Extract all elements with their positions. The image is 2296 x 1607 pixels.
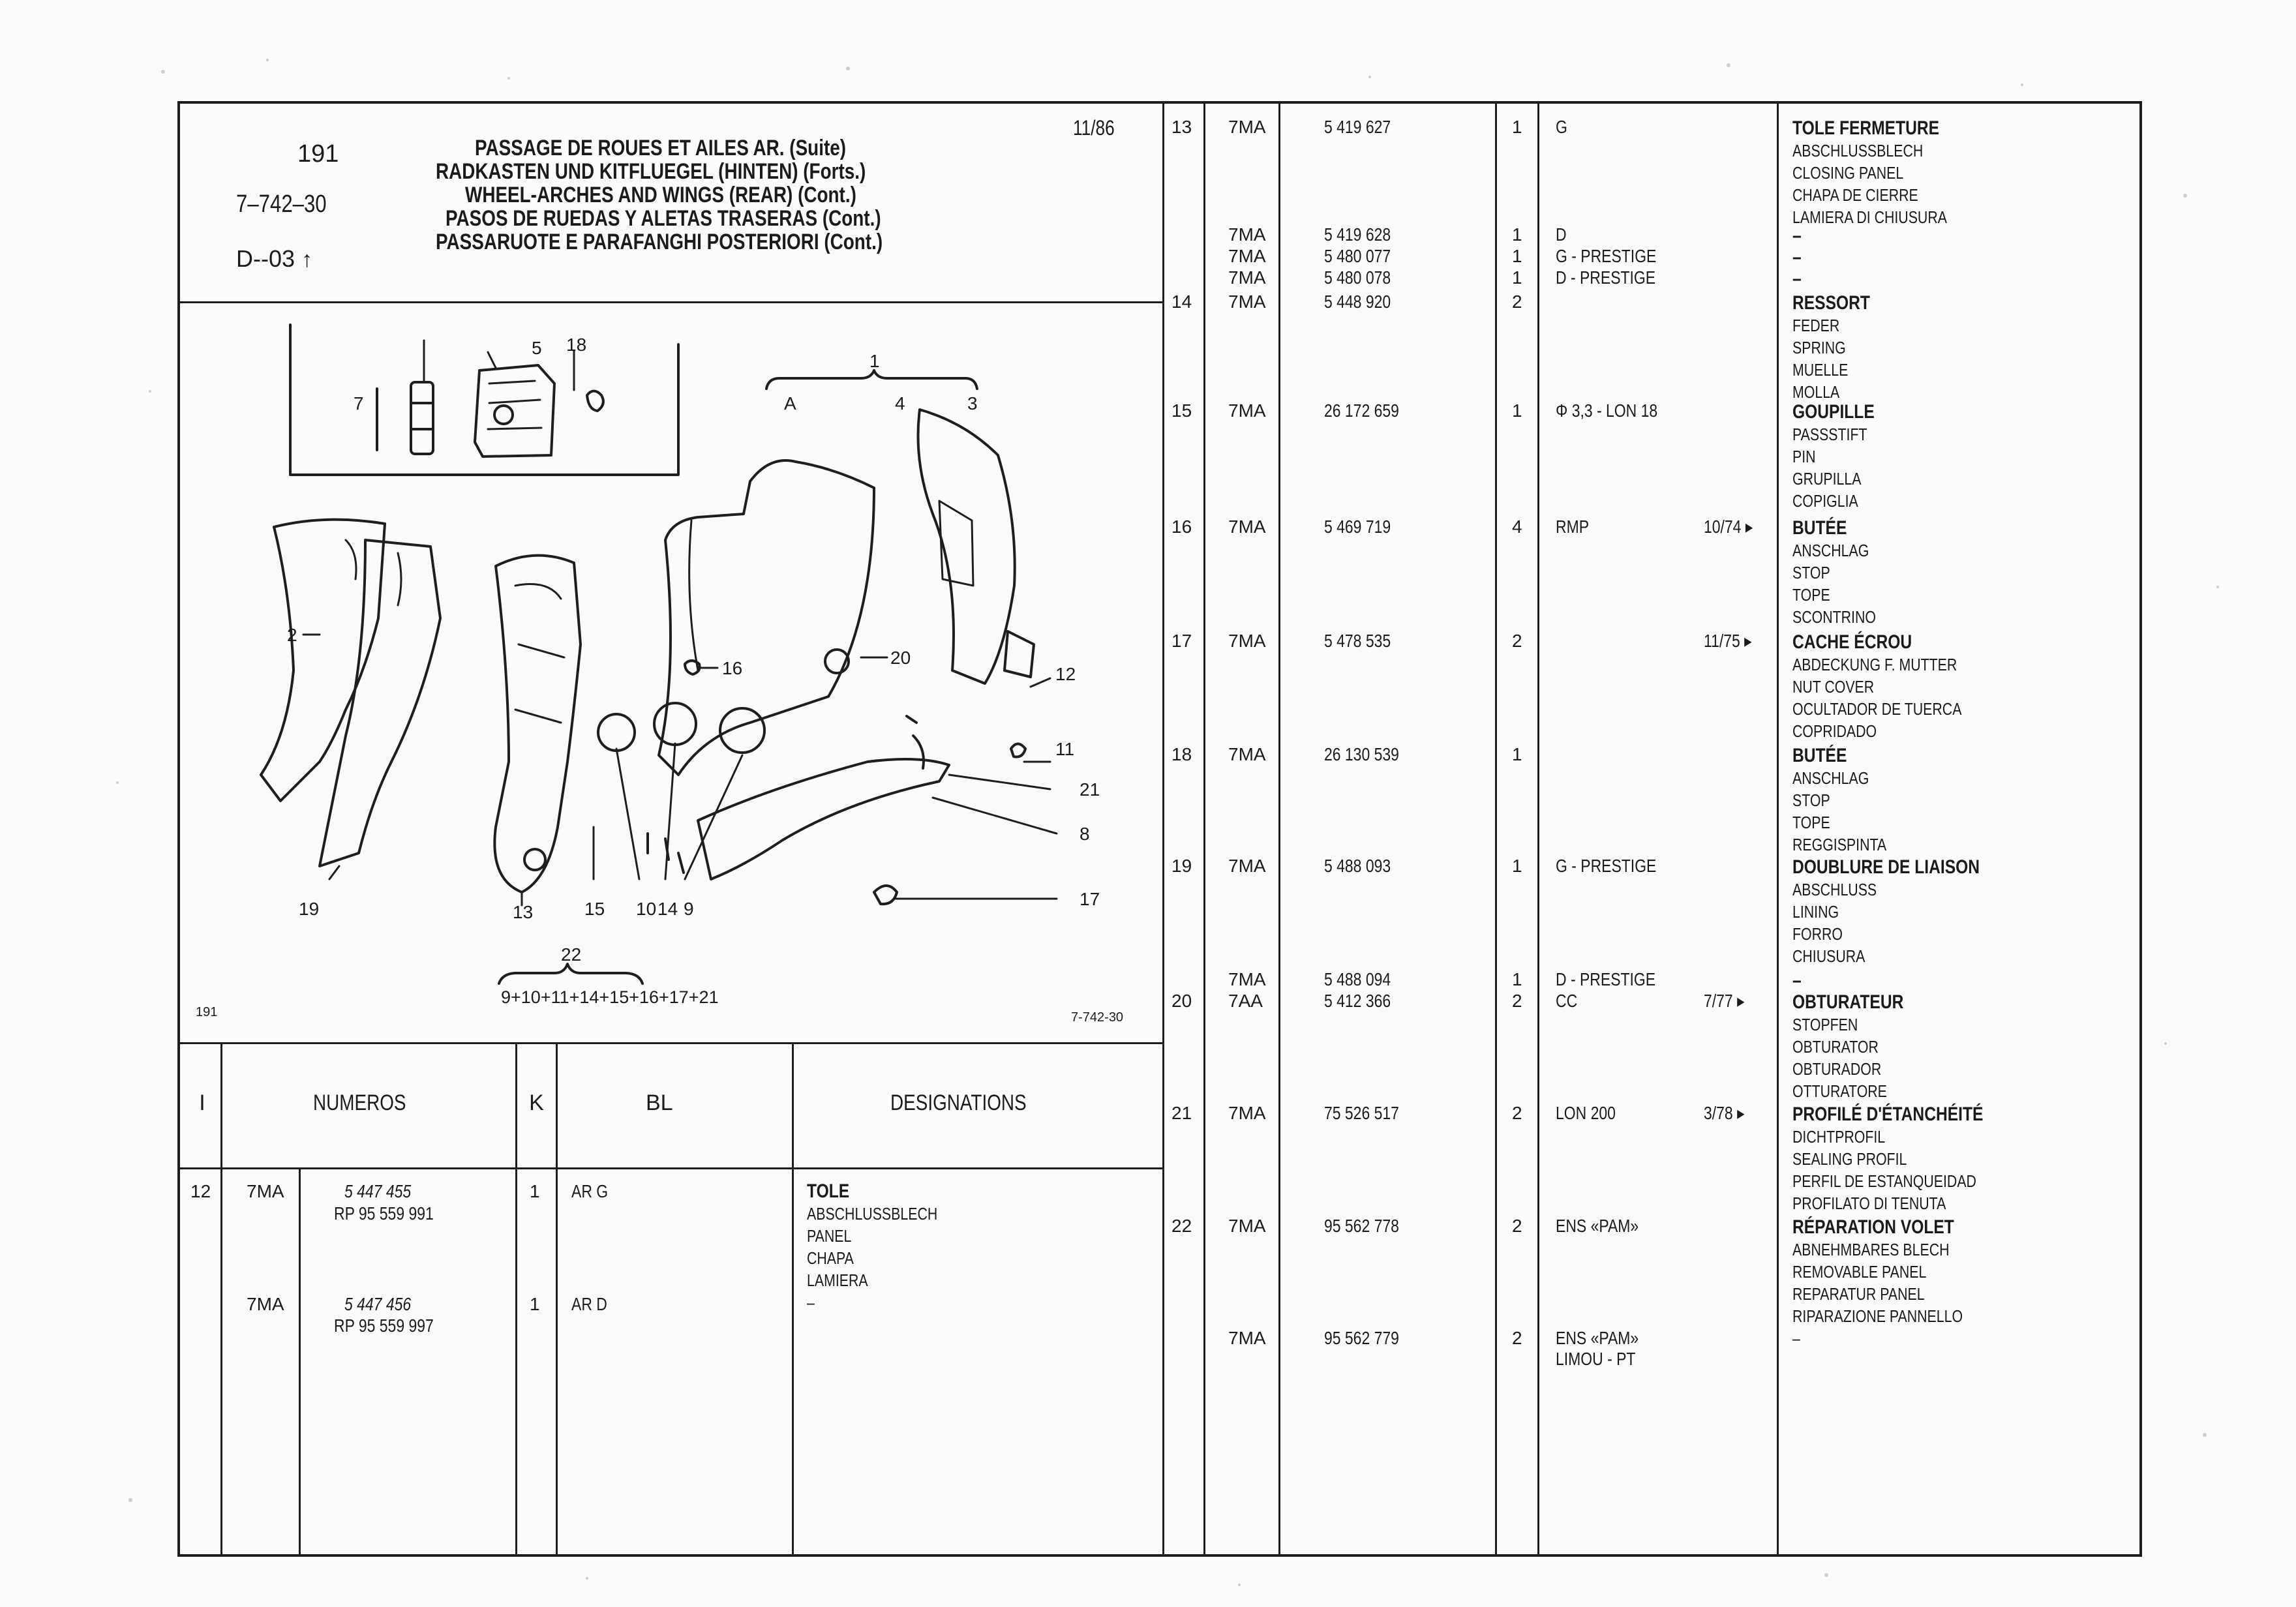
right-row-k: 4 [1512, 517, 1522, 537]
right-row-bl: LON 200 [1556, 1103, 1616, 1123]
right-row-designations [1792, 292, 1870, 403]
designation-line: SEALING PROFIL [1792, 1149, 1907, 1169]
right-row-k: 1 [1512, 856, 1522, 876]
designation-line: – [1792, 225, 1802, 247]
designation-line: COPRIDADO [1792, 721, 1877, 741]
title-de: RADKASTEN UND KITFLUEGEL (HINTEN) (Forts.) [436, 159, 866, 184]
right-row-bl: RMP [1556, 517, 1590, 537]
callout-5: 5 [532, 338, 542, 358]
right-row-index: 14 [1171, 292, 1192, 312]
arch-letter: A [784, 393, 796, 413]
issue-date: 11/86 [1073, 116, 1115, 140]
callout-15: 15 [584, 899, 605, 919]
designation-line: TOLE [807, 1180, 850, 1202]
right-row-number: 75 526 517 [1324, 1103, 1399, 1123]
designation-line: GOUPILLE [1792, 401, 1875, 423]
designation-line: TOPE [1792, 585, 1830, 605]
right-row-number: 5 412 366 [1324, 991, 1391, 1011]
right-row-k: 1 [1512, 969, 1522, 989]
right-row-number: 95 562 778 [1324, 1216, 1399, 1236]
col-header-designations: DESIGNATIONS [890, 1090, 1027, 1115]
right-row-designations [1792, 631, 1961, 742]
right-row-code: 7MA [1228, 246, 1266, 266]
designation-line: OBTURADOR [1792, 1059, 1882, 1079]
right-row-index: 22 [1171, 1216, 1192, 1236]
designation-line: CHAPA DE CIERRE [1792, 185, 1918, 205]
designation-line: PERFIL DE ESTANQUEIDAD [1792, 1171, 1976, 1191]
right-row-k: 2 [1512, 1103, 1522, 1123]
callout-8: 8 [1080, 824, 1090, 844]
designation-line: ANSCHLAG [1792, 768, 1869, 788]
callout-21: 21 [1080, 779, 1100, 800]
designation-line: TOPE [1792, 813, 1830, 832]
left-col-line-2 [299, 1167, 301, 1557]
right-row-code: 7MA [1228, 224, 1266, 245]
right-row-number: 5 480 078 [1324, 267, 1391, 288]
colheader-rule [177, 1167, 1164, 1169]
right-row-k: 2 [1512, 631, 1522, 651]
left-row-0-number: 5 447 455 [344, 1181, 412, 1201]
designation-line: BUTÉE [1792, 517, 1847, 539]
left-col-line-5 [792, 1042, 794, 1557]
right-row-bl-2: LIMOU - PT [1556, 1349, 1636, 1369]
right-row-designations [1792, 247, 1802, 269]
designation-line: ABSCHLUSSBLECH [1792, 141, 1924, 160]
left-row-0-code: 7MA [247, 1181, 284, 1201]
right-row-bl: Φ 3,3 - LON 18 [1556, 400, 1658, 421]
right-row-index: 19 [1171, 856, 1192, 876]
right-row-k: 2 [1512, 1328, 1522, 1348]
col-header-k: K [529, 1090, 544, 1115]
designation-line: ANSCHLAG [1792, 541, 1869, 560]
exploded-diagram [183, 305, 1160, 1040]
diagram-page-label: 191 [196, 1005, 218, 1019]
right-row-code: 7MA [1228, 400, 1266, 421]
right-row-code: 7MA [1228, 117, 1266, 137]
left-row-1-k: 1 [530, 1294, 540, 1314]
callout-14: 14 [657, 899, 678, 919]
right-col-line-4 [1537, 101, 1539, 1557]
right-row-designations [1792, 970, 1802, 992]
callout-19: 19 [299, 899, 320, 919]
right-row-code: 7MA [1228, 517, 1266, 537]
right-row-number: 5 480 077 [1324, 246, 1391, 266]
panel-divider [1162, 101, 1164, 1557]
designation-line: OBTURATOR [1792, 1037, 1879, 1057]
callout-16: 16 [722, 658, 743, 678]
callout-9: 9 [684, 899, 694, 919]
title-block [436, 137, 958, 253]
left-row-0-k: 1 [530, 1181, 540, 1201]
right-row-designations [1792, 117, 1947, 228]
right-row-number: 5 419 628 [1324, 224, 1391, 245]
left-col-line-1 [220, 1042, 222, 1557]
designation-line: – [1792, 1329, 1800, 1348]
left-row-1-code: 7MA [247, 1294, 284, 1314]
section-reference: 7–742–30 [236, 190, 327, 218]
right-row-code: 7AA [1228, 991, 1263, 1011]
designation-line: PASSSTIFT [1792, 425, 1867, 444]
right-row-index: 18 [1171, 744, 1192, 764]
right-row-code: 7MA [1228, 631, 1266, 651]
designation-line: OCULTADOR DE TUERCA [1792, 699, 1962, 719]
designation-line: CHIUSURA [1792, 946, 1865, 966]
right-row-code: 7MA [1228, 744, 1266, 764]
designation-line: MUELLE [1792, 360, 1849, 380]
designation-line: STOP [1792, 790, 1830, 810]
designation-line: RESSORT [1792, 292, 1870, 314]
right-row-number: 26 172 659 [1324, 400, 1399, 421]
header-rule [177, 301, 1164, 303]
designation-line: NUT COVER [1792, 677, 1875, 697]
designation-line: STOP [1792, 563, 1830, 582]
col-header-i: I [199, 1090, 205, 1115]
designation-line: FEDER [1792, 316, 1840, 335]
designation-line: PIN [1792, 447, 1816, 466]
col-header-bl: BL [646, 1090, 673, 1115]
designation-line: COPIGLIA [1792, 491, 1858, 511]
designation-line: – [807, 1293, 815, 1312]
right-row-code: 7MA [1228, 969, 1266, 989]
callout-13: 13 [513, 902, 534, 922]
designation-line: LAMIERA DI CHIUSURA [1792, 207, 1947, 227]
right-row-date: 11/75 ▸ [1704, 631, 1752, 651]
designation-line: ABSCHLUSS [1792, 880, 1877, 899]
right-row-code: 7MA [1228, 292, 1266, 312]
title-es: PASOS DE RUEDAS Y ALETAS TRASERAS (Cont.) [446, 206, 881, 231]
right-row-bl: G - PRESTIGE [1556, 246, 1657, 266]
right-row-k: 2 [1512, 292, 1522, 312]
right-col-line-2 [1278, 101, 1280, 1557]
designation-line: SCONTRINO [1792, 607, 1876, 627]
sub-reference-group [236, 245, 312, 273]
designation-line: MOLLA [1792, 382, 1840, 402]
designation-line: LAMIERA [807, 1270, 868, 1290]
designation-line: OTTURATORE [1792, 1081, 1887, 1101]
left-row-0-designations [807, 1180, 937, 1314]
designation-line: PANEL [807, 1226, 852, 1246]
right-row-index: 21 [1171, 1103, 1192, 1123]
title-fr: PASSAGE DE ROUES ET AILES AR. (Suite) [475, 136, 847, 160]
left-row-1-number: 5 447 456 [344, 1294, 412, 1314]
sub-reference: D--03 [236, 245, 295, 272]
designation-line: DOUBLURE DE LIAISON [1792, 856, 1980, 878]
section-number: 191 [297, 140, 339, 168]
right-row-index: 13 [1171, 117, 1192, 137]
right-row-code: 7MA [1228, 856, 1266, 876]
designation-line: SPRING [1792, 338, 1846, 357]
right-col-line-5 [1777, 101, 1779, 1557]
right-row-bl: CC [1556, 991, 1578, 1011]
right-row-designations [1792, 401, 1875, 512]
left-row-1-rp-number: RP 95 559 997 [334, 1315, 434, 1336]
right-row-k: 1 [1512, 744, 1522, 764]
left-col-line-3 [515, 1042, 517, 1557]
right-row-bl: D - PRESTIGE [1556, 969, 1656, 989]
figure-reference: 7-742-30 [1071, 1010, 1124, 1025]
left-col-line-4 [556, 1042, 558, 1557]
designation-line: RÉPARATION VOLET [1792, 1216, 1954, 1238]
right-row-date: 3/78 ▸ [1704, 1103, 1745, 1123]
callout-20: 20 [890, 648, 911, 668]
callout-10: 10 [636, 899, 657, 919]
designation-line: DICHTPROFIL [1792, 1127, 1886, 1147]
title-it: PASSARUOTE E PARAFANGHI POSTERIORI (Cont.) [436, 230, 883, 254]
right-row-date: 10/74 ▸ [1704, 517, 1753, 537]
designation-line: FORRO [1792, 924, 1843, 944]
left-row-0-bl: AR G [571, 1181, 609, 1201]
designation-line: TOLE FERMETURE [1792, 117, 1940, 139]
right-row-designations [1792, 225, 1802, 247]
designation-line: BUTÉE [1792, 745, 1847, 766]
right-row-designations [1792, 268, 1802, 290]
designation-line: – [1792, 247, 1802, 268]
title-en: WHEEL-ARCHES AND WINGS (REAR) (Cont.) [465, 183, 856, 207]
right-row-number: 5 448 920 [1324, 292, 1391, 312]
right-row-number: 5 469 719 [1324, 517, 1391, 537]
designation-line: REMOVABLE PANEL [1792, 1262, 1927, 1282]
callout-1: 1 [869, 351, 880, 371]
right-row-index: 16 [1171, 517, 1192, 537]
callout-17: 17 [1080, 889, 1100, 909]
right-row-code: 7MA [1228, 267, 1266, 288]
right-row-number: 5 488 094 [1324, 969, 1391, 989]
right-row-designations [1792, 517, 1876, 628]
designation-line: CACHE ÉCROU [1792, 631, 1912, 653]
designation-line: REPARATUR PANEL [1792, 1284, 1925, 1304]
right-row-number: 5 478 535 [1324, 631, 1391, 651]
right-col-line-3 [1495, 101, 1497, 1557]
callout-4: 4 [895, 393, 905, 413]
callout-12: 12 [1055, 664, 1076, 684]
left-row-1-bl: AR D [571, 1294, 607, 1314]
col-header-numeros: NUMEROS [313, 1090, 406, 1115]
right-row-k: 1 [1512, 246, 1522, 266]
designation-line: ABDECKUNG F. MUTTER [1792, 655, 1957, 674]
right-row-bl: G [1556, 117, 1567, 137]
right-row-designations [1792, 856, 1980, 967]
right-row-bl: ENS «PAM» [1556, 1216, 1639, 1236]
right-row-index: 15 [1171, 400, 1192, 421]
right-row-k: 1 [1512, 224, 1522, 245]
designation-line: LINING [1792, 902, 1839, 922]
callout-11: 11 [1055, 739, 1075, 759]
right-row-designations [1792, 745, 1886, 856]
right-row-designations [1792, 1104, 1983, 1214]
group-formula: 9+10+11+14+15+16+17+21 [501, 987, 719, 1007]
right-row-number: 26 130 539 [1324, 744, 1399, 764]
designation-line: ABNEHMBARES BLECH [1792, 1240, 1950, 1259]
right-row-number: 5 419 627 [1324, 117, 1391, 137]
designation-line: ABSCHLUSSBLECH [807, 1204, 938, 1224]
right-row-k: 1 [1512, 267, 1522, 288]
designation-line: RIPARAZIONE PANNELLO [1792, 1306, 1963, 1326]
right-row-k: 2 [1512, 991, 1522, 1011]
up-arrow-icon: ↑ [301, 247, 313, 272]
designation-line: PROFILÉ D'ÉTANCHÉITÉ [1792, 1104, 1984, 1125]
right-row-code: 7MA [1228, 1103, 1266, 1123]
right-row-bl: G - PRESTIGE [1556, 856, 1657, 876]
designation-line: CHAPA [807, 1248, 854, 1268]
right-row-k: 1 [1512, 400, 1522, 421]
callout-18: 18 [566, 335, 587, 355]
right-row-index: 20 [1171, 991, 1192, 1011]
designation-line: OBTURATEUR [1792, 991, 1904, 1013]
diagram-bottom-rule [177, 1042, 1164, 1044]
callout-3: 3 [967, 393, 978, 413]
designation-line: PROFILATO DI TENUTA [1792, 1194, 1946, 1213]
designation-line: CLOSING PANEL [1792, 163, 1904, 183]
right-row-bl: D [1556, 224, 1567, 245]
designation-line: STOPFEN [1792, 1015, 1858, 1034]
right-row-code: 7MA [1228, 1216, 1266, 1236]
left-row-0-rp-number: RP 95 559 991 [334, 1203, 434, 1224]
group-label: 22 [561, 944, 582, 965]
right-row-designations [1792, 991, 1903, 1102]
left-row-0-index: 12 [190, 1181, 211, 1201]
right-row-bl: D - PRESTIGE [1556, 267, 1656, 288]
right-row-code: 7MA [1228, 1328, 1266, 1348]
right-col-line-1 [1203, 101, 1205, 1557]
designation-line: REGGISPINTA [1792, 835, 1887, 854]
right-row-index: 17 [1171, 631, 1192, 651]
right-row-k: 1 [1512, 117, 1522, 137]
right-row-designations [1792, 1216, 1963, 1349]
right-row-date: 7/77 ▸ [1704, 991, 1745, 1011]
right-row-number: 5 488 093 [1324, 856, 1391, 876]
callout-7: 7 [354, 393, 364, 413]
designation-line: – [1792, 268, 1802, 290]
right-row-bl: ENS «PAM» [1556, 1328, 1639, 1348]
callout-2: 2 [287, 625, 297, 645]
designation-line: GRUPILLA [1792, 469, 1862, 488]
right-row-k: 2 [1512, 1216, 1522, 1236]
right-row-number: 95 562 779 [1324, 1328, 1399, 1348]
designation-line: – [1792, 970, 1802, 991]
